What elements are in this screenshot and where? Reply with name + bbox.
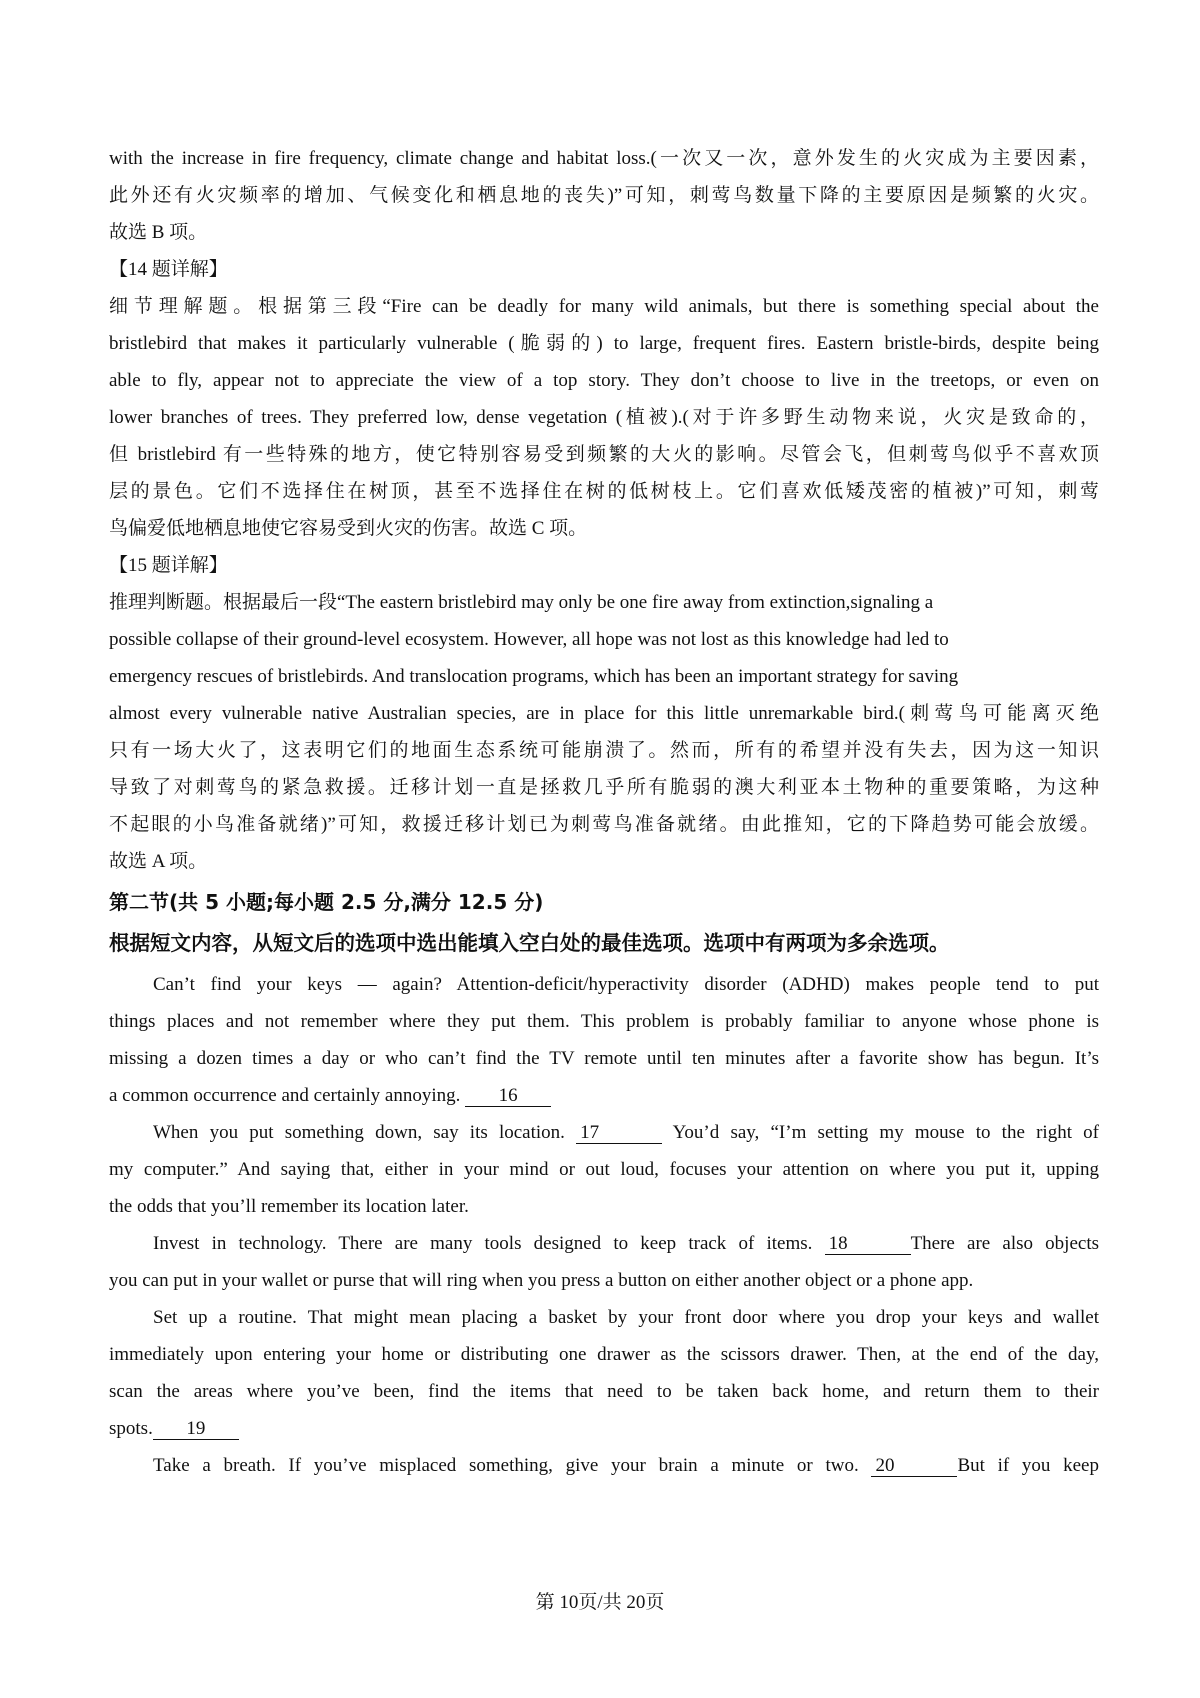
blank-20: 20 <box>871 1456 957 1477</box>
text-line: 不起眼的小鸟准备就绪)”可知，救援迁移计划已为刺莺鸟准备就绪。由此推知，它的下降趋势可能会放缓。 <box>109 814 1099 835</box>
passage-line: immediately upon entering your home or distributing one drawer as the scissors drawer. Then, at the end of the day, <box>109 1344 1099 1365</box>
section-instruction: 根据短文内容，从短文后的选项中选出能填入空白处的最佳选项。选项中有两项为多余选项。 <box>109 931 950 955</box>
text-line: lower branches of trees. They preferred low, dense vegetation (植被).(对于许多野生动物来说，火灾是致命的， <box>109 407 1099 428</box>
text-line: 只有一场大火了，这表明它们的地面生态系统可能崩溃了。然而，所有的希望并没有失去，因为这一知识 <box>109 740 1099 761</box>
text-line: 鸟偏爱低地栖息地使它容易受到火灾的伤害。故选 C 项。 <box>109 518 588 539</box>
document-page <box>109 140 1099 1484</box>
text-line: almost every vulnerable native Australian species, are in place for this little unremarkable bird.(刺莺鸟可能离灭绝 <box>109 703 1099 724</box>
text-line: 细节理解题。根据第三段“Fire can be deadly for many wild animals, but there is something special about the <box>109 296 1099 317</box>
blank-17: 17 <box>576 1123 662 1144</box>
passage-line: Set up a routine. That might mean placing a basket by your front door where you drop your keys and wallet <box>153 1307 1099 1328</box>
passage-line <box>109 1225 1099 1262</box>
q15-heading: 【15 题详解】 <box>109 555 228 576</box>
passage-line <box>109 1114 1099 1151</box>
text-line: possible collapse of their ground-level ecosystem. However, all hope was not lost as this knowledge had led to <box>109 629 949 650</box>
passage-line: the odds that you’ll remember its location later. <box>109 1196 469 1217</box>
passage-text: There are also objects <box>910 1233 1099 1254</box>
passage-text: But if you keep <box>957 1455 1099 1476</box>
passage-line: things places and not remember where they put them. This problem is probably familiar to anyone whose phone is <box>109 1011 1099 1032</box>
text-line: emergency rescues of bristlebirds. And translocation programs, which has been an important strategy for saving <box>109 666 959 687</box>
text-line: 层的景色。它们不选择住在树顶，甚至不选择住在树的低树枝上。它们喜欢低矮茂密的植被)”可知，刺莺 <box>109 481 1099 502</box>
passage-text: a common occurrence and certainly annoying. <box>109 1085 461 1106</box>
passage-text: spots. <box>109 1418 153 1439</box>
passage-text: You’d say, “I’m setting my mouse to the right of <box>672 1122 1100 1143</box>
text-line: 故选 B 项。 <box>109 222 208 243</box>
passage-text: Invest in technology. There are many tools designed to keep track of items. <box>153 1233 813 1254</box>
passage-line <box>109 1447 1099 1484</box>
text-line: 推理判断题。根据最后一段“The eastern bristlebird may only be one fire away from extinction,signaling a <box>109 592 934 613</box>
passage-line <box>109 1410 1099 1447</box>
page-number: 第 10页/共 20页 <box>535 1592 665 1613</box>
text-line: able to fly, appear not to appreciate the view of a top story. They don’t choose to live in the treetops, or even on <box>109 370 1099 391</box>
passage-line <box>109 1077 1099 1114</box>
text-line: 故选 A 项。 <box>109 851 208 872</box>
text-line: with the increase in fire frequency, climate change and habitat loss.(一次又一次，意外发生的火灾成为主要因素， <box>109 148 1099 169</box>
blank-19: 19 <box>153 1419 239 1440</box>
text-line: bristlebird that makes it particularly vulnerable (脆弱的) to large, frequent fires. Eastern bristle-birds, despite being <box>109 333 1099 354</box>
q14-heading: 【14 题详解】 <box>109 259 228 280</box>
text-line: 但 bristlebird 有一些特殊的地方，使它特别容易受到频繁的大火的影响。尽管会飞，但刺莺鸟似乎不喜欢顶 <box>109 444 1099 465</box>
passage-line: my computer.” And saying that, either in your mind or out loud, focuses your attention on where you put it, upping <box>109 1159 1099 1180</box>
blank-18: 18 <box>825 1234 911 1255</box>
section-title: 第二节(共 5 小题;每小题 2.5 分,满分 12.5 分) <box>109 890 544 914</box>
passage-text: When you put something down, say its location. <box>153 1122 565 1143</box>
blank-16: 16 <box>465 1086 551 1107</box>
passage-line: scan the areas where you’ve been, find the items that need to be taken back home, and return them to their <box>109 1381 1099 1402</box>
passage-line: you can put in your wallet or purse that will ring when you press a button on either another object or a phone app. <box>109 1270 974 1291</box>
passage-line: Can’t find your keys — again? Attention-deficit/hyperactivity disorder (ADHD) makes people tend to put <box>153 974 1099 995</box>
passage-text: Take a breath. If you’ve misplaced something, give your brain a minute or two. <box>153 1455 859 1476</box>
passage-line: missing a dozen times a day or who can’t find the TV remote until ten minutes after a favorite show has begun. It’s <box>109 1048 1099 1069</box>
text-line: 此外还有火灾频率的增加、气候变化和栖息地的丧失)”可知，刺莺鸟数量下降的主要原因是频繁的火灾。 <box>109 185 1099 206</box>
text-line: 导致了对刺莺鸟的紧急救援。迁移计划一直是拯救几乎所有脆弱的澳大利亚本土物种的重要策略，为这种 <box>109 777 1099 798</box>
